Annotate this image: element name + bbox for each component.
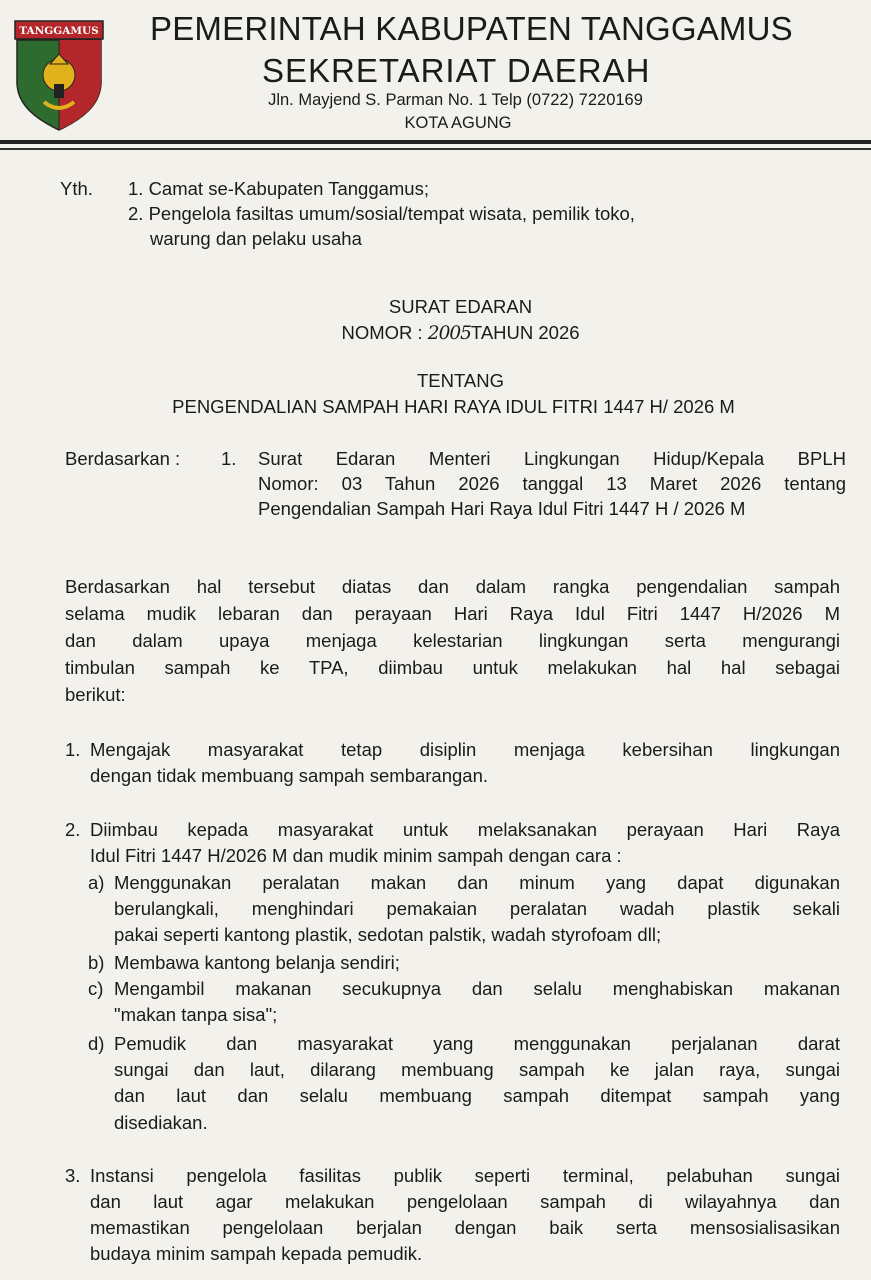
intro-line-5: berikut: [65, 684, 126, 705]
intro-line-1: Berdasarkan hal tersebut diatas dan dalam rangka pengendalian sampah [65, 576, 840, 597]
letterhead-rule-thin [0, 148, 871, 150]
letterhead-rule-thick [0, 140, 871, 144]
addressee-item-2-cont: warung dan pelaku usaha [150, 228, 362, 249]
item-2c-line-1: Mengambil makanan secukupnya dan selalu menghabiskan makanan [114, 978, 840, 999]
tentang-label: TENTANG [416, 370, 505, 391]
item-1-line-1: Mengajak masyarakat tetap disiplin menjaga kebersihan lingkungan [90, 739, 840, 760]
letterhead-city: KOTA AGUNG [404, 114, 512, 132]
item-3-number: 3. [65, 1165, 81, 1186]
addressee-label: Yth. [60, 178, 93, 199]
basis-label: Berdasarkan : [65, 448, 181, 469]
item-3-line-3: memastikan pengelolaan berjalan dengan baik serta mensosialisasikan [90, 1217, 840, 1238]
letterhead-secretariat: SEKRETARIAT DAERAH [262, 52, 651, 89]
item-2b-line-1: Membawa kantong belanja sendiri; [114, 952, 400, 973]
basis-number: 1. [221, 448, 237, 469]
item-2a-line-1: Menggunakan peralatan makan dan minum yang dapat digunakan [114, 872, 840, 893]
item-2a-line-2: berulangkali, menghindari pemakaian peralatan wadah plastik sekali [114, 898, 840, 919]
item-3-line-2: dan laut agar melakukan pengelolaan sampah di wilayahnya dan [90, 1191, 840, 1212]
item-1-line-2: dengan tidak membuang sampah sembarangan. [90, 765, 489, 786]
item-2d-line-3: dan laut dan selalu membuang sampah ditempat sampah yang [114, 1085, 840, 1106]
item-2-line-1: Diimbau kepada masyarakat untuk melaksanakan perayaan Hari Raya [90, 819, 840, 840]
item-2a-line-3: pakai seperti kantong plastik, sedotan palstik, wadah styrofoam dll; [114, 924, 662, 945]
doc-number [0, 322, 871, 344]
doc-type: SURAT EDARAN [388, 296, 533, 317]
item-2b-label: b) [88, 952, 105, 973]
item-2d-line-4: disediakan. [114, 1112, 208, 1133]
item-2d-line-1: Pemudik dan masyarakat yang menggunakan perjalanan darat [114, 1033, 840, 1054]
intro-line-2: selama mudik lebaran dan perayaan Hari Raya Idul Fitri 1447 H/2026 M [65, 603, 840, 624]
basis-line-2: Nomor: 03 Tahun 2026 tanggal 13 Maret 2026 tentang [258, 473, 846, 494]
basis-line-3: Pengendalian Sampah Hari Raya Idul Fitri 1447 H / 2026 M [258, 498, 746, 519]
item-2-number: 2. [65, 819, 81, 840]
item-3-line-1: Instansi pengelola fasilitas publik seperti terminal, pelabuhan sungai [90, 1165, 840, 1186]
item-2d-line-2: sungai dan laut, dilarang membuang sampah ke jalan raya, sungai [114, 1059, 840, 1080]
doc-subject: PENGENDALIAN SAMPAH HARI RAYA IDUL FITRI 1447 H/ 2026 M [172, 396, 735, 417]
item-1-number: 1. [65, 739, 81, 760]
addressee-item-2: 2. Pengelola fasiltas umum/sosial/tempat wisata, pemilik toko, [128, 203, 635, 224]
svg-text:TANGGAMUS: TANGGAMUS [19, 25, 99, 37]
addressee-item-1: 1. Camat se-Kabupaten Tanggamus; [128, 178, 429, 199]
intro-line-3: dan dalam upaya menjaga kelestarian lingkungan serta mengurangi [65, 630, 840, 651]
nomor-prefix: NOMOR : [341, 322, 428, 343]
item-2c-line-2: "makan tanpa sisa"; [114, 1004, 278, 1025]
letterhead-address: Jln. Mayjend S. Parman No. 1 Telp (0722) 7220169 [268, 91, 643, 109]
item-2-line-2: Idul Fitri 1447 H/2026 M dan mudik minim sampah dengan cara : [90, 845, 622, 866]
nomor-handwritten: 2005 [427, 323, 471, 344]
intro-line-4: timbulan sampah ke TPA, diimbau untuk melakukan hal hal sebagai [65, 657, 840, 678]
basis-line-1: Surat Edaran Menteri Lingkungan Hidup/Kepala BPLH [258, 448, 846, 469]
item-2a-label: a) [88, 872, 105, 893]
item-3-line-4: budaya minim sampah kepada pemudik. [90, 1243, 423, 1264]
letterhead-government: PEMERINTAH KABUPATEN TANGGAMUS [150, 10, 793, 47]
nomor-suffix: TAHUN 2026 [470, 322, 580, 343]
item-2d-label: d) [88, 1033, 105, 1054]
item-2c-label: c) [88, 978, 104, 999]
